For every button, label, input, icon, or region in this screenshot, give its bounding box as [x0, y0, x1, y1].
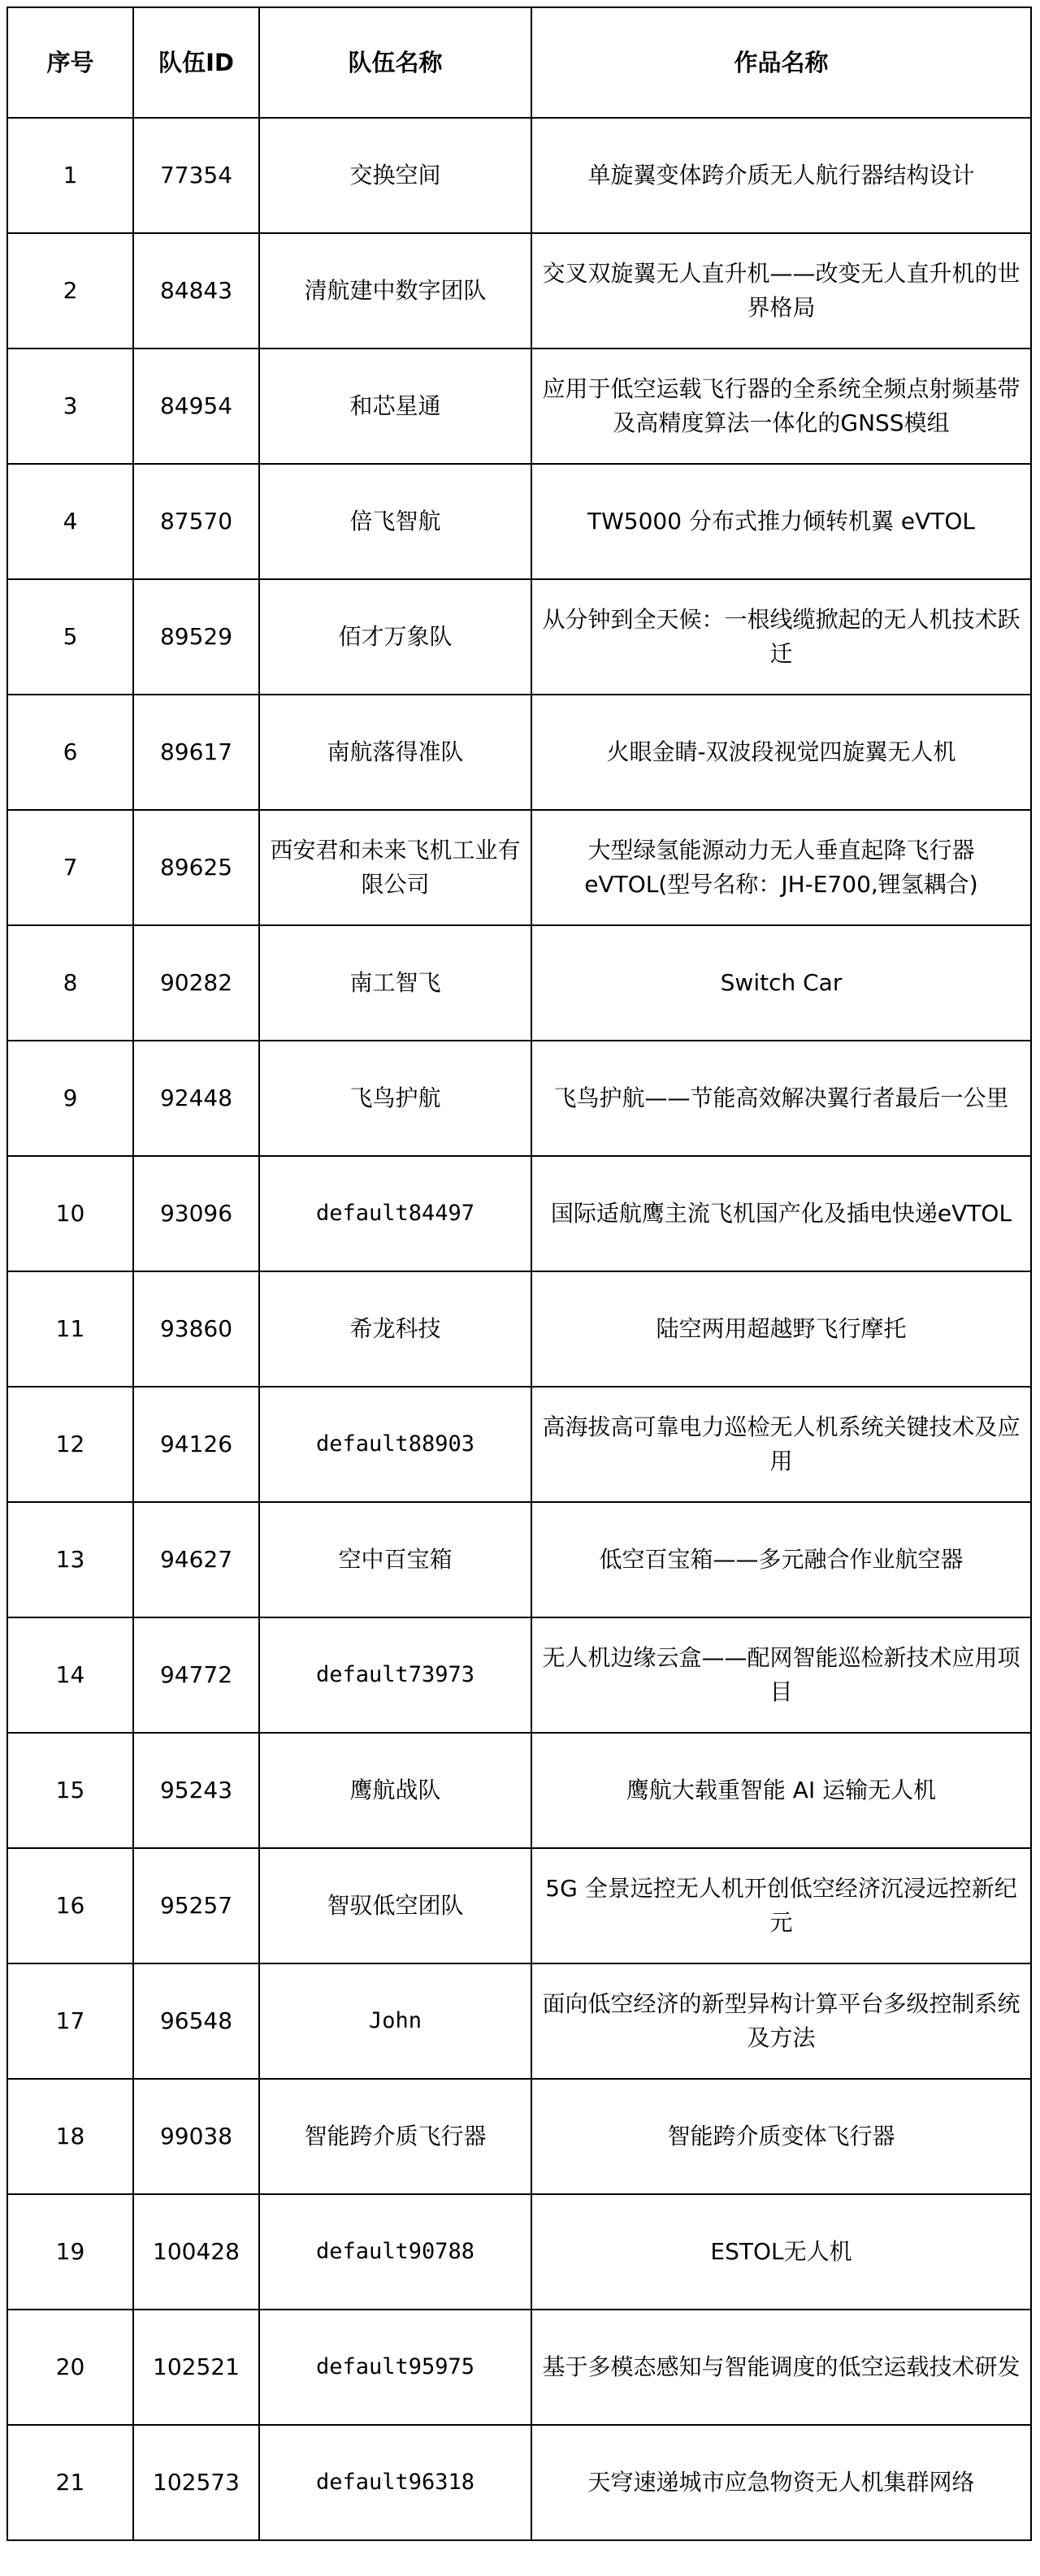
table-row [7, 464, 1031, 579]
cell-team-id: 90282 [133, 925, 259, 1041]
table-row [7, 349, 1031, 464]
cell-work-name: 鹰航大载重智能 AI 运输无人机 [531, 1733, 1031, 1848]
cell-team-name: 智驭低空团队 [259, 1848, 531, 1963]
cell-work-name: 陆空两用超越野飞行摩托 [531, 1271, 1031, 1387]
cell-no: 16 [7, 1848, 133, 1963]
cell-team-name: 交换空间 [259, 118, 531, 233]
cell-no: 18 [7, 2079, 133, 2194]
cell-team-name: 佰才万象队 [259, 579, 531, 695]
results-table [6, 6, 1032, 2541]
cell-team-name: John [259, 1963, 531, 2079]
cell-no: 4 [7, 464, 133, 579]
cell-no: 8 [7, 925, 133, 1041]
cell-no: 1 [7, 118, 133, 233]
header-work-name: 作品名称 [531, 7, 1031, 118]
cell-team-name: 西安君和未来飞机工业有限公司 [259, 810, 531, 925]
header-team-name: 队伍名称 [259, 7, 531, 118]
cell-team-id: 102573 [133, 2425, 259, 2540]
cell-team-id: 93860 [133, 1271, 259, 1387]
cell-work-name: 大型绿氢能源动力无人垂直起降飞行器eVTOL(型号名称：JH-E700,锂氢耦合) [531, 810, 1031, 925]
cell-team-id: 100428 [133, 2194, 259, 2310]
cell-no: 21 [7, 2425, 133, 2540]
cell-team-id: 102521 [133, 2310, 259, 2425]
header-no: 序号 [7, 7, 133, 118]
cell-no: 3 [7, 349, 133, 464]
cell-no: 13 [7, 1502, 133, 1617]
cell-no: 17 [7, 1963, 133, 2079]
cell-team-id: 89625 [133, 810, 259, 925]
cell-no: 6 [7, 695, 133, 810]
cell-work-name: 无人机边缘云盒——配网智能巡检新技术应用项目 [531, 1617, 1031, 1733]
cell-work-name: 应用于低空运载飞行器的全系统全频点射频基带及高精度算法一体化的GNSS模组 [531, 349, 1031, 464]
cell-team-id: 84843 [133, 233, 259, 349]
table-row [7, 1963, 1031, 2079]
cell-team-name: 南工智飞 [259, 925, 531, 1041]
cell-no: 15 [7, 1733, 133, 1848]
cell-work-name: 5G 全景远控无人机开创低空经济沉浸远控新纪元 [531, 1848, 1031, 1963]
cell-no: 20 [7, 2310, 133, 2425]
cell-team-id: 84954 [133, 349, 259, 464]
cell-team-name: 空中百宝箱 [259, 1502, 531, 1617]
cell-team-id: 87570 [133, 464, 259, 579]
cell-team-name: 倍飞智航 [259, 464, 531, 579]
cell-team-name: default84497 [259, 1156, 531, 1271]
cell-work-name: 飞鸟护航——节能高效解决翼行者最后一公里 [531, 1041, 1031, 1156]
cell-team-name: 和芯星通 [259, 349, 531, 464]
cell-work-name: 智能跨介质变体飞行器 [531, 2079, 1031, 2194]
cell-no: 12 [7, 1387, 133, 1502]
results-table-container [6, 6, 1030, 2541]
table-row [7, 1387, 1031, 1502]
table-row [7, 1502, 1031, 1617]
cell-team-name: 南航落得准队 [259, 695, 531, 810]
cell-team-id: 94126 [133, 1387, 259, 1502]
cell-team-name: default88903 [259, 1387, 531, 1502]
cell-team-id: 92448 [133, 1041, 259, 1156]
cell-work-name: Switch Car [531, 925, 1031, 1041]
table-row [7, 233, 1031, 349]
cell-work-name: 火眼金睛-双波段视觉四旋翼无人机 [531, 695, 1031, 810]
table-row [7, 1156, 1031, 1271]
table-row [7, 2425, 1031, 2540]
table-row [7, 2194, 1031, 2310]
cell-no: 10 [7, 1156, 133, 1271]
table-body [7, 118, 1031, 2540]
cell-team-name: 智能跨介质飞行器 [259, 2079, 531, 2194]
cell-no: 11 [7, 1271, 133, 1387]
table-row [7, 2079, 1031, 2194]
cell-team-name: default95975 [259, 2310, 531, 2425]
cell-team-id: 99038 [133, 2079, 259, 2194]
table-row [7, 925, 1031, 1041]
cell-team-id: 89617 [133, 695, 259, 810]
header-row [7, 7, 1031, 118]
cell-work-name: 基于多模态感知与智能调度的低空运载技术研发 [531, 2310, 1031, 2425]
cell-team-id: 96548 [133, 1963, 259, 2079]
cell-work-name: ESTOL无人机 [531, 2194, 1031, 2310]
cell-work-name: TW5000 分布式推力倾转机翼 eVTOL [531, 464, 1031, 579]
cell-no: 7 [7, 810, 133, 925]
cell-team-name: 鹰航战队 [259, 1733, 531, 1848]
table-header [7, 7, 1031, 118]
cell-work-name: 国际适航鹰主流飞机国产化及插电快递eVTOL [531, 1156, 1031, 1271]
table-row [7, 118, 1031, 233]
cell-no: 9 [7, 1041, 133, 1156]
cell-work-name: 从分钟到全天候：一根线缆掀起的无人机技术跃迁 [531, 579, 1031, 695]
header-team-id: 队伍ID [133, 7, 259, 118]
cell-team-id: 94772 [133, 1617, 259, 1733]
cell-team-id: 93096 [133, 1156, 259, 1271]
cell-no: 2 [7, 233, 133, 349]
cell-team-name: 清航建中数字团队 [259, 233, 531, 349]
table-row [7, 579, 1031, 695]
table-row [7, 1271, 1031, 1387]
table-row [7, 810, 1031, 925]
cell-team-id: 94627 [133, 1502, 259, 1617]
cell-team-name: default96318 [259, 2425, 531, 2540]
cell-no: 14 [7, 1617, 133, 1733]
table-row [7, 1617, 1031, 1733]
cell-team-name: 飞鸟护航 [259, 1041, 531, 1156]
cell-team-name: default73973 [259, 1617, 531, 1733]
cell-team-name: 希龙科技 [259, 1271, 531, 1387]
table-row [7, 1733, 1031, 1848]
cell-no: 5 [7, 579, 133, 695]
cell-team-id: 77354 [133, 118, 259, 233]
cell-work-name: 面向低空经济的新型异构计算平台多级控制系统及方法 [531, 1963, 1031, 2079]
cell-work-name: 天穹速递城市应急物资无人机集群网络 [531, 2425, 1031, 2540]
cell-team-name: default90788 [259, 2194, 531, 2310]
cell-work-name: 高海拔高可靠电力巡检无人机系统关键技术及应用 [531, 1387, 1031, 1502]
cell-team-id: 95243 [133, 1733, 259, 1848]
table-row [7, 2310, 1031, 2425]
table-row [7, 1041, 1031, 1156]
cell-no: 19 [7, 2194, 133, 2310]
table-row [7, 1848, 1031, 1963]
cell-team-id: 89529 [133, 579, 259, 695]
cell-team-id: 95257 [133, 1848, 259, 1963]
cell-work-name: 交叉双旋翼无人直升机——改变无人直升机的世界格局 [531, 233, 1031, 349]
cell-work-name: 低空百宝箱——多元融合作业航空器 [531, 1502, 1031, 1617]
cell-work-name: 单旋翼变体跨介质无人航行器结构设计 [531, 118, 1031, 233]
table-row [7, 695, 1031, 810]
